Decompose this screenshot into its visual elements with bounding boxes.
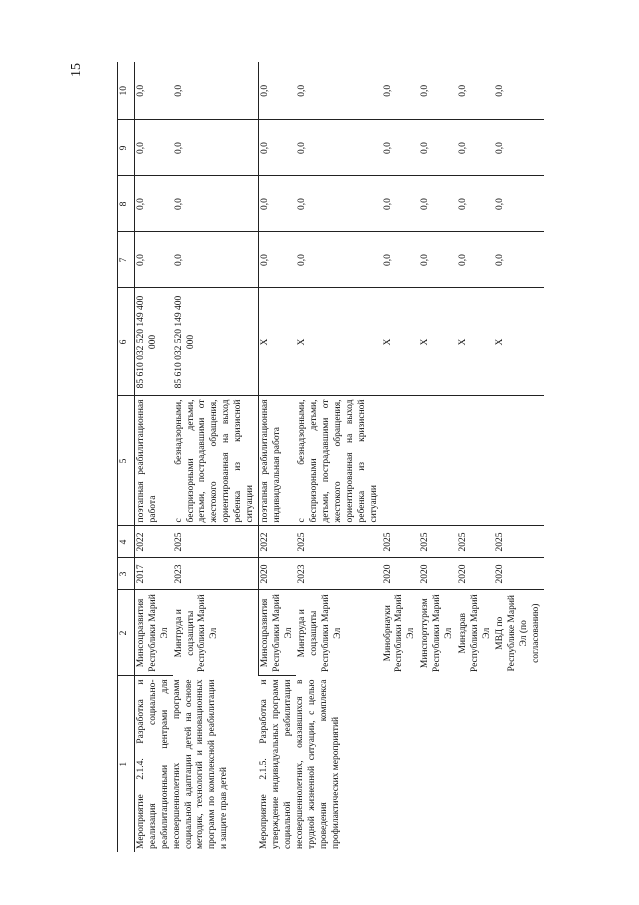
budget-code: Х [382, 288, 420, 396]
end-year: 2025 [457, 526, 495, 558]
table-block [117, 62, 633, 852]
page-number: 15 [69, 63, 84, 77]
budget-code: Х [296, 288, 381, 396]
value-col-10: 0,0 [382, 62, 420, 120]
header-col-5: 5 [118, 396, 135, 526]
value-col-7: 0,0 [296, 232, 381, 288]
value-col-8: 0,0 [296, 176, 381, 232]
value-col-8: 0,0 [419, 176, 457, 232]
budget-code: 85 610 032 520 149 400 000 [173, 288, 259, 396]
end-year: 2025 [296, 526, 381, 558]
executor: МВД по Республике Марий Эл (по согласованию) [495, 595, 541, 672]
header-col-7: 7 [118, 232, 135, 288]
budget-code: Х [494, 288, 544, 396]
start-year: 2020 [382, 558, 420, 590]
value-col-8: 0,0 [135, 176, 173, 232]
start-year: 2023 [173, 558, 259, 590]
start-year: 2020 [457, 558, 495, 590]
header-col-4: 4 [118, 526, 135, 558]
value-col-10: 0,0 [457, 62, 495, 120]
end-year: 2022 [258, 526, 296, 558]
start-year: 2020 [494, 558, 544, 590]
value-col-9: 0,0 [382, 120, 420, 176]
expected-result [419, 396, 457, 526]
value-col-10: 0,0 [419, 62, 457, 120]
start-year: 2020 [419, 558, 457, 590]
value-col-10: 0,0 [135, 62, 173, 120]
expected-result: поэтапная реабилитационная индивидуальная работа [258, 396, 296, 526]
header-col-8: 8 [118, 176, 135, 232]
header-col-6: 6 [118, 288, 135, 396]
value-col-9: 0,0 [457, 120, 495, 176]
value-col-9: 0,0 [419, 120, 457, 176]
measure-name: Мероприятие 2.1.5. Разработка и утверждение индивидуальных программ социальной реабилитации несовершеннолетних, оказавшихся в трудной жизненной ситуации, с целью проведения комплекса профилактических мероприятий [259, 679, 341, 849]
value-col-7: 0,0 [457, 232, 495, 288]
value-col-8: 0,0 [382, 176, 420, 232]
header-col-10: 10 [118, 62, 135, 120]
end-year: 2025 [419, 526, 457, 558]
start-year: 2017 [135, 558, 173, 590]
budget-code: Х [419, 288, 457, 396]
expected-result [457, 396, 495, 526]
header-col-2: 2 [118, 590, 135, 676]
executor: Минтруда и соцзащиты Республики Марий Эл [173, 590, 259, 676]
value-col-8: 0,0 [494, 176, 544, 232]
executor: Минобрнауки Республики Марий Эл [382, 594, 417, 673]
value-col-9: 0,0 [135, 120, 173, 176]
expected-result: поэтапная реабилитационная работа [135, 396, 173, 526]
executor: Минтруда и соцзащиты Республики Марий Эл [297, 594, 343, 673]
executor: Минсоцразвития Республики Марий Эл [258, 590, 296, 676]
budget-code: 85 610 032 520 149 400 000 [135, 288, 173, 396]
end-year: 2025 [173, 526, 259, 558]
budget-code: Х [258, 288, 296, 396]
value-col-9: 0,0 [296, 120, 381, 176]
value-col-7: 0,0 [382, 232, 420, 288]
end-year: 2025 [382, 526, 420, 558]
rotated-table-container [117, 62, 633, 852]
value-col-10: 0,0 [258, 62, 296, 120]
budget-code: Х [457, 288, 495, 396]
value-col-7: 0,0 [419, 232, 457, 288]
header-col-9: 9 [118, 120, 135, 176]
value-col-9: 0,0 [258, 120, 296, 176]
expected-result [382, 396, 420, 526]
start-year: 2020 [258, 558, 296, 590]
value-col-10: 0,0 [494, 62, 544, 120]
value-col-9: 0,0 [494, 120, 544, 176]
value-col-7: 0,0 [173, 232, 259, 288]
value-col-8: 0,0 [258, 176, 296, 232]
value-col-10: 0,0 [296, 62, 381, 120]
value-col-10: 0,0 [173, 62, 259, 120]
expected-result [494, 396, 544, 526]
end-year: 2022 [135, 526, 173, 558]
start-year: 2023 [296, 558, 381, 590]
table-row [135, 62, 173, 852]
executor: Минсоцразвития Республики Марий Эл [135, 590, 173, 676]
header-row [118, 62, 135, 852]
value-col-7: 0,0 [135, 232, 173, 288]
table-row [258, 62, 296, 852]
program-table [117, 62, 544, 852]
executor: Минздрав Республики Марий Эл [457, 594, 492, 673]
expected-result: с безнадзорными, беспризорными детьми, детьми, пострадавшими от жестокого обращения, ориентированная на выход ребенка из кризисной ситуации [173, 396, 259, 526]
end-year: 2025 [494, 526, 544, 558]
value-col-7: 0,0 [494, 232, 544, 288]
measure-name: Мероприятие 2.1.4. Разработка и реализация социально-реабилитационными центрами для несовершеннолетних программ социальной адаптации детей на основе методик, технологий и инновационных программ по комплексной реабилитации и защите прав детей [136, 679, 230, 849]
header-col-3: 3 [118, 558, 135, 590]
expected-result: с безнадзорными, беспризорными детьми, детьми, пострадавшими от жестокого обращения, ориентированная на выход ребенка из кризисной ситуации [296, 396, 381, 526]
value-col-9: 0,0 [173, 120, 259, 176]
value-col-7: 0,0 [258, 232, 296, 288]
value-col-8: 0,0 [173, 176, 259, 232]
value-col-8: 0,0 [457, 176, 495, 232]
executor: Минспорттуризм Республики Марий Эл [420, 594, 454, 673]
header-col-1: 1 [118, 676, 135, 852]
